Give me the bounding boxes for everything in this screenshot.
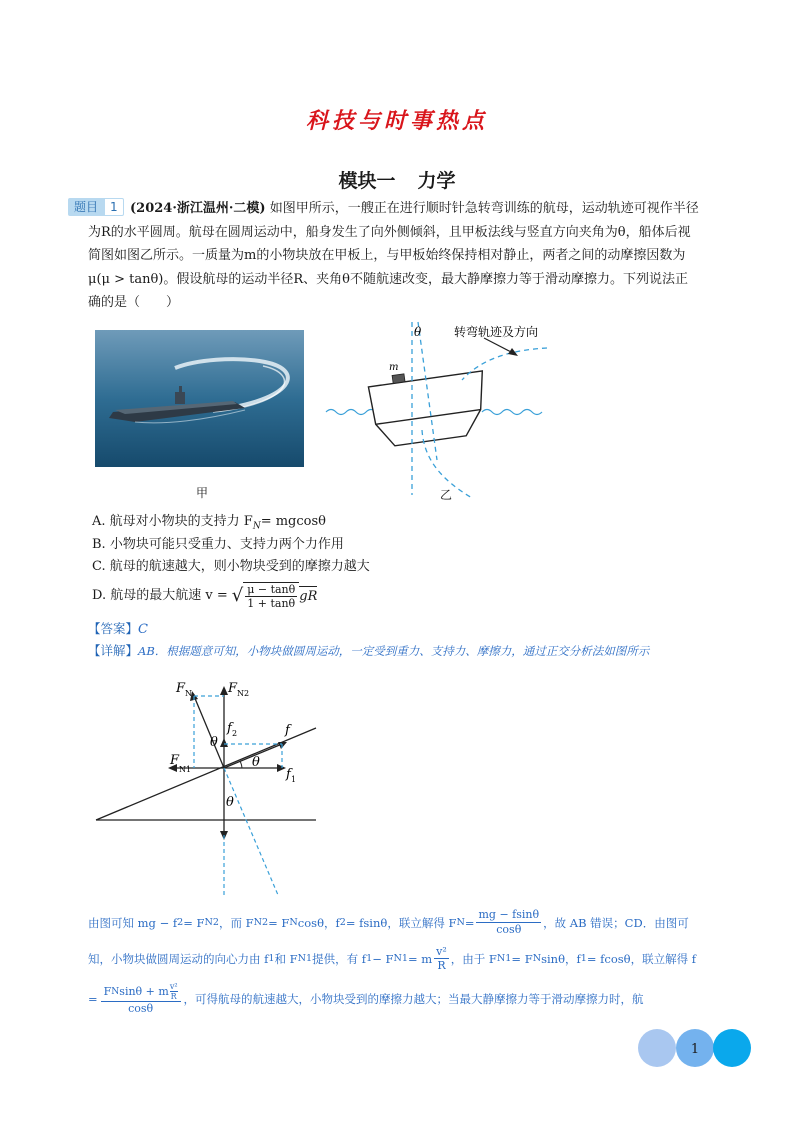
- stem-text-1: 如图甲所示，一艘正在进行顺时针急转弯训练的航母，运动轨迹可视作半径: [269, 201, 699, 216]
- sol2-fraction: [434, 945, 449, 972]
- label-fn: F: [176, 681, 186, 696]
- wave-right: [482, 410, 542, 415]
- sol2-sub: N: [532, 952, 542, 964]
- stem-line-5: 确的是（ ）: [88, 295, 180, 310]
- label-f2-sub: 2: [232, 729, 238, 738]
- sol3-num: [101, 982, 181, 1002]
- solution-line-2: [88, 945, 728, 972]
- sol2-sub: N1: [297, 952, 313, 964]
- module-number: 模块一: [338, 170, 396, 192]
- sol1-g: =: [464, 915, 475, 930]
- sol2-sub: 1: [580, 952, 587, 964]
- wave-left: [326, 410, 376, 415]
- force-diagram: [92, 670, 332, 900]
- figure-b-caption: 乙: [440, 488, 453, 502]
- sol1-sub: N2: [253, 916, 269, 928]
- stem-line-1: [88, 197, 728, 221]
- option-d[interactable]: [92, 582, 317, 610]
- sol1-e: cosθ，f: [297, 915, 340, 930]
- sol1-sub: N: [289, 916, 298, 928]
- label-f1: f: [286, 767, 291, 782]
- sol2-sub: 1: [366, 952, 373, 964]
- sol2-sub: N1: [496, 952, 512, 964]
- option-c[interactable]: C. 航母的航速越大，则小物块受到的摩擦力越大: [92, 559, 370, 574]
- sol1-c: ，而 F: [219, 915, 254, 930]
- answer-label: 【答案】: [88, 621, 139, 636]
- sol2-f: ，由于 F: [450, 951, 497, 966]
- sol3-num-rest: sinθ + m: [119, 984, 169, 998]
- option-a-tail: = mgcosθ: [260, 514, 326, 529]
- carrier-photo: [95, 330, 304, 467]
- sol3-num-f: F: [103, 984, 112, 998]
- sol1-d: = F: [268, 915, 290, 930]
- answer: [88, 619, 148, 637]
- option-b[interactable]: B. 小物块可能只受重力、支持力两个力作用: [92, 537, 344, 552]
- module-topic: 力学: [417, 170, 456, 192]
- theta-arc: [240, 761, 242, 768]
- option-a[interactable]: [92, 512, 326, 537]
- sol2-d: − F: [372, 951, 394, 966]
- page-number-badge: [637, 1028, 751, 1068]
- question-stem: [88, 197, 728, 315]
- sol2-e: = m: [407, 951, 433, 966]
- sol2-sub: 1: [268, 952, 275, 964]
- sol2-h: sinθ，f: [541, 951, 581, 966]
- sol1-sub: 2: [339, 916, 346, 928]
- question-source: (2024·浙江温州·二模): [130, 201, 266, 216]
- detail-label: 【详解】: [88, 643, 139, 658]
- detail: [88, 641, 728, 659]
- sol2-sub: N1: [393, 952, 408, 964]
- label-fn-sub: N: [185, 689, 192, 698]
- sol2-c: 提供，有 f: [312, 951, 367, 966]
- sol1-h: ，故 AB 错误；CD．由图可: [543, 915, 689, 930]
- option-d-fraction: [243, 582, 299, 610]
- page-circle-right: [713, 1029, 751, 1067]
- sol3-den: cosθ: [128, 1002, 154, 1015]
- sol1-fraction: [476, 908, 541, 937]
- label-theta-upper: θ: [210, 735, 218, 750]
- label-f2: f: [227, 721, 232, 736]
- stem-line-2: 为R的水平圆周。航母在圆周运动中，船身发生了向外侧倾斜，且甲板法线与竖直方向夹角为θ，船体后视: [88, 224, 691, 240]
- option-a-text: A. 航母对小物块的支持力 F: [92, 514, 253, 529]
- figure-a-caption: 甲: [196, 486, 209, 500]
- document-title: 科技与时事热点: [305, 109, 488, 134]
- page-circle-left: [638, 1029, 676, 1067]
- sol1-den: cosθ: [496, 923, 522, 936]
- sol3-a: =: [88, 992, 98, 1006]
- option-d-den: 1 + tanθ: [247, 597, 296, 610]
- sol1-f: = fsinθ，联立解得 F: [345, 915, 457, 930]
- module-heading: [0, 166, 794, 193]
- sol3-sub: N: [111, 985, 120, 997]
- diagram-theta-label: θ: [414, 325, 422, 339]
- sol3-inner-den: R: [170, 992, 177, 1001]
- sol2-a: 知，小物块做圆周运动的向心力由 f: [88, 951, 269, 966]
- sol1-sub: 2: [177, 916, 184, 928]
- sol2-g: = F: [511, 951, 533, 966]
- label-theta-lower: θ: [226, 795, 234, 810]
- normal-extension: [224, 768, 278, 895]
- sol2-num: v²: [436, 945, 447, 958]
- label-f: f: [285, 723, 290, 738]
- fn-line: [194, 696, 224, 768]
- sol2-den: R: [437, 959, 446, 972]
- incline-line: [96, 728, 316, 820]
- sol3-fraction: [101, 982, 181, 1016]
- sol2-i: = fcosθ，联立解得 f: [586, 951, 697, 966]
- sol1-a: 由图可知 mg − f: [88, 915, 178, 930]
- stem-line-3: 简图如图乙所示。一质量为m的小物块放在甲板上，与甲板始终保持相对静止，两者之间的动摩擦因数为: [88, 248, 686, 263]
- sqrt-sign: √: [231, 585, 244, 606]
- label-fn1-sub: N1: [179, 765, 192, 774]
- page-number: 1: [690, 1042, 700, 1057]
- question-tag-number: 1: [104, 198, 124, 216]
- sol1-num: mg − fsinθ: [478, 908, 540, 921]
- track-label: 转弯轨迹及方向: [454, 325, 539, 339]
- option-d-tail: gR: [299, 586, 317, 607]
- answer-value: C: [138, 622, 148, 637]
- sol1-sub: N2: [204, 916, 219, 928]
- label-f1-sub: 1: [291, 775, 297, 784]
- sol1-sub: N: [456, 916, 465, 928]
- sol3-b: ，可得航母的航速越大，小物块受到的摩擦力越大；当最大静摩擦力等于滑动摩擦力时，航: [183, 992, 644, 1006]
- sol2-b: 和 F: [274, 951, 298, 966]
- option-a-sub: N: [252, 521, 261, 532]
- label-fn1: F: [170, 753, 180, 768]
- solution-line-3: [88, 982, 728, 1016]
- question-tag-label: 题目: [68, 198, 104, 216]
- label-fn2-sub: N2: [237, 689, 250, 698]
- f2-arrow: [220, 738, 228, 747]
- stem-line-4: μ(μ > tanθ)。假设航母的运动半径R、夹角θ不随航速改变，最大静摩擦力等于滑动摩擦力。下列说法正: [88, 271, 688, 287]
- sol1-b: = F: [183, 915, 205, 930]
- fn2-arrow: [220, 686, 228, 695]
- rear-view-diagram: [322, 320, 552, 502]
- label-fn2: F: [228, 681, 238, 696]
- sol3-inner-num: v²: [169, 982, 178, 991]
- carrier-photo-image: [95, 330, 304, 467]
- option-d-text: D. 航母的最大航速 v =: [92, 588, 228, 603]
- sol3-inner-fraction: [170, 982, 178, 1001]
- solution-line-1: [88, 908, 728, 937]
- label-theta-right: θ: [252, 755, 260, 770]
- option-d-num: μ − tanθ: [247, 583, 296, 596]
- detail-text: AB．根据题意可知，小物块做圆周运动，一定受到重力、支持力、摩擦力，通过正交分析法如图所示: [138, 644, 650, 658]
- diagram-mass-label: m: [389, 362, 399, 373]
